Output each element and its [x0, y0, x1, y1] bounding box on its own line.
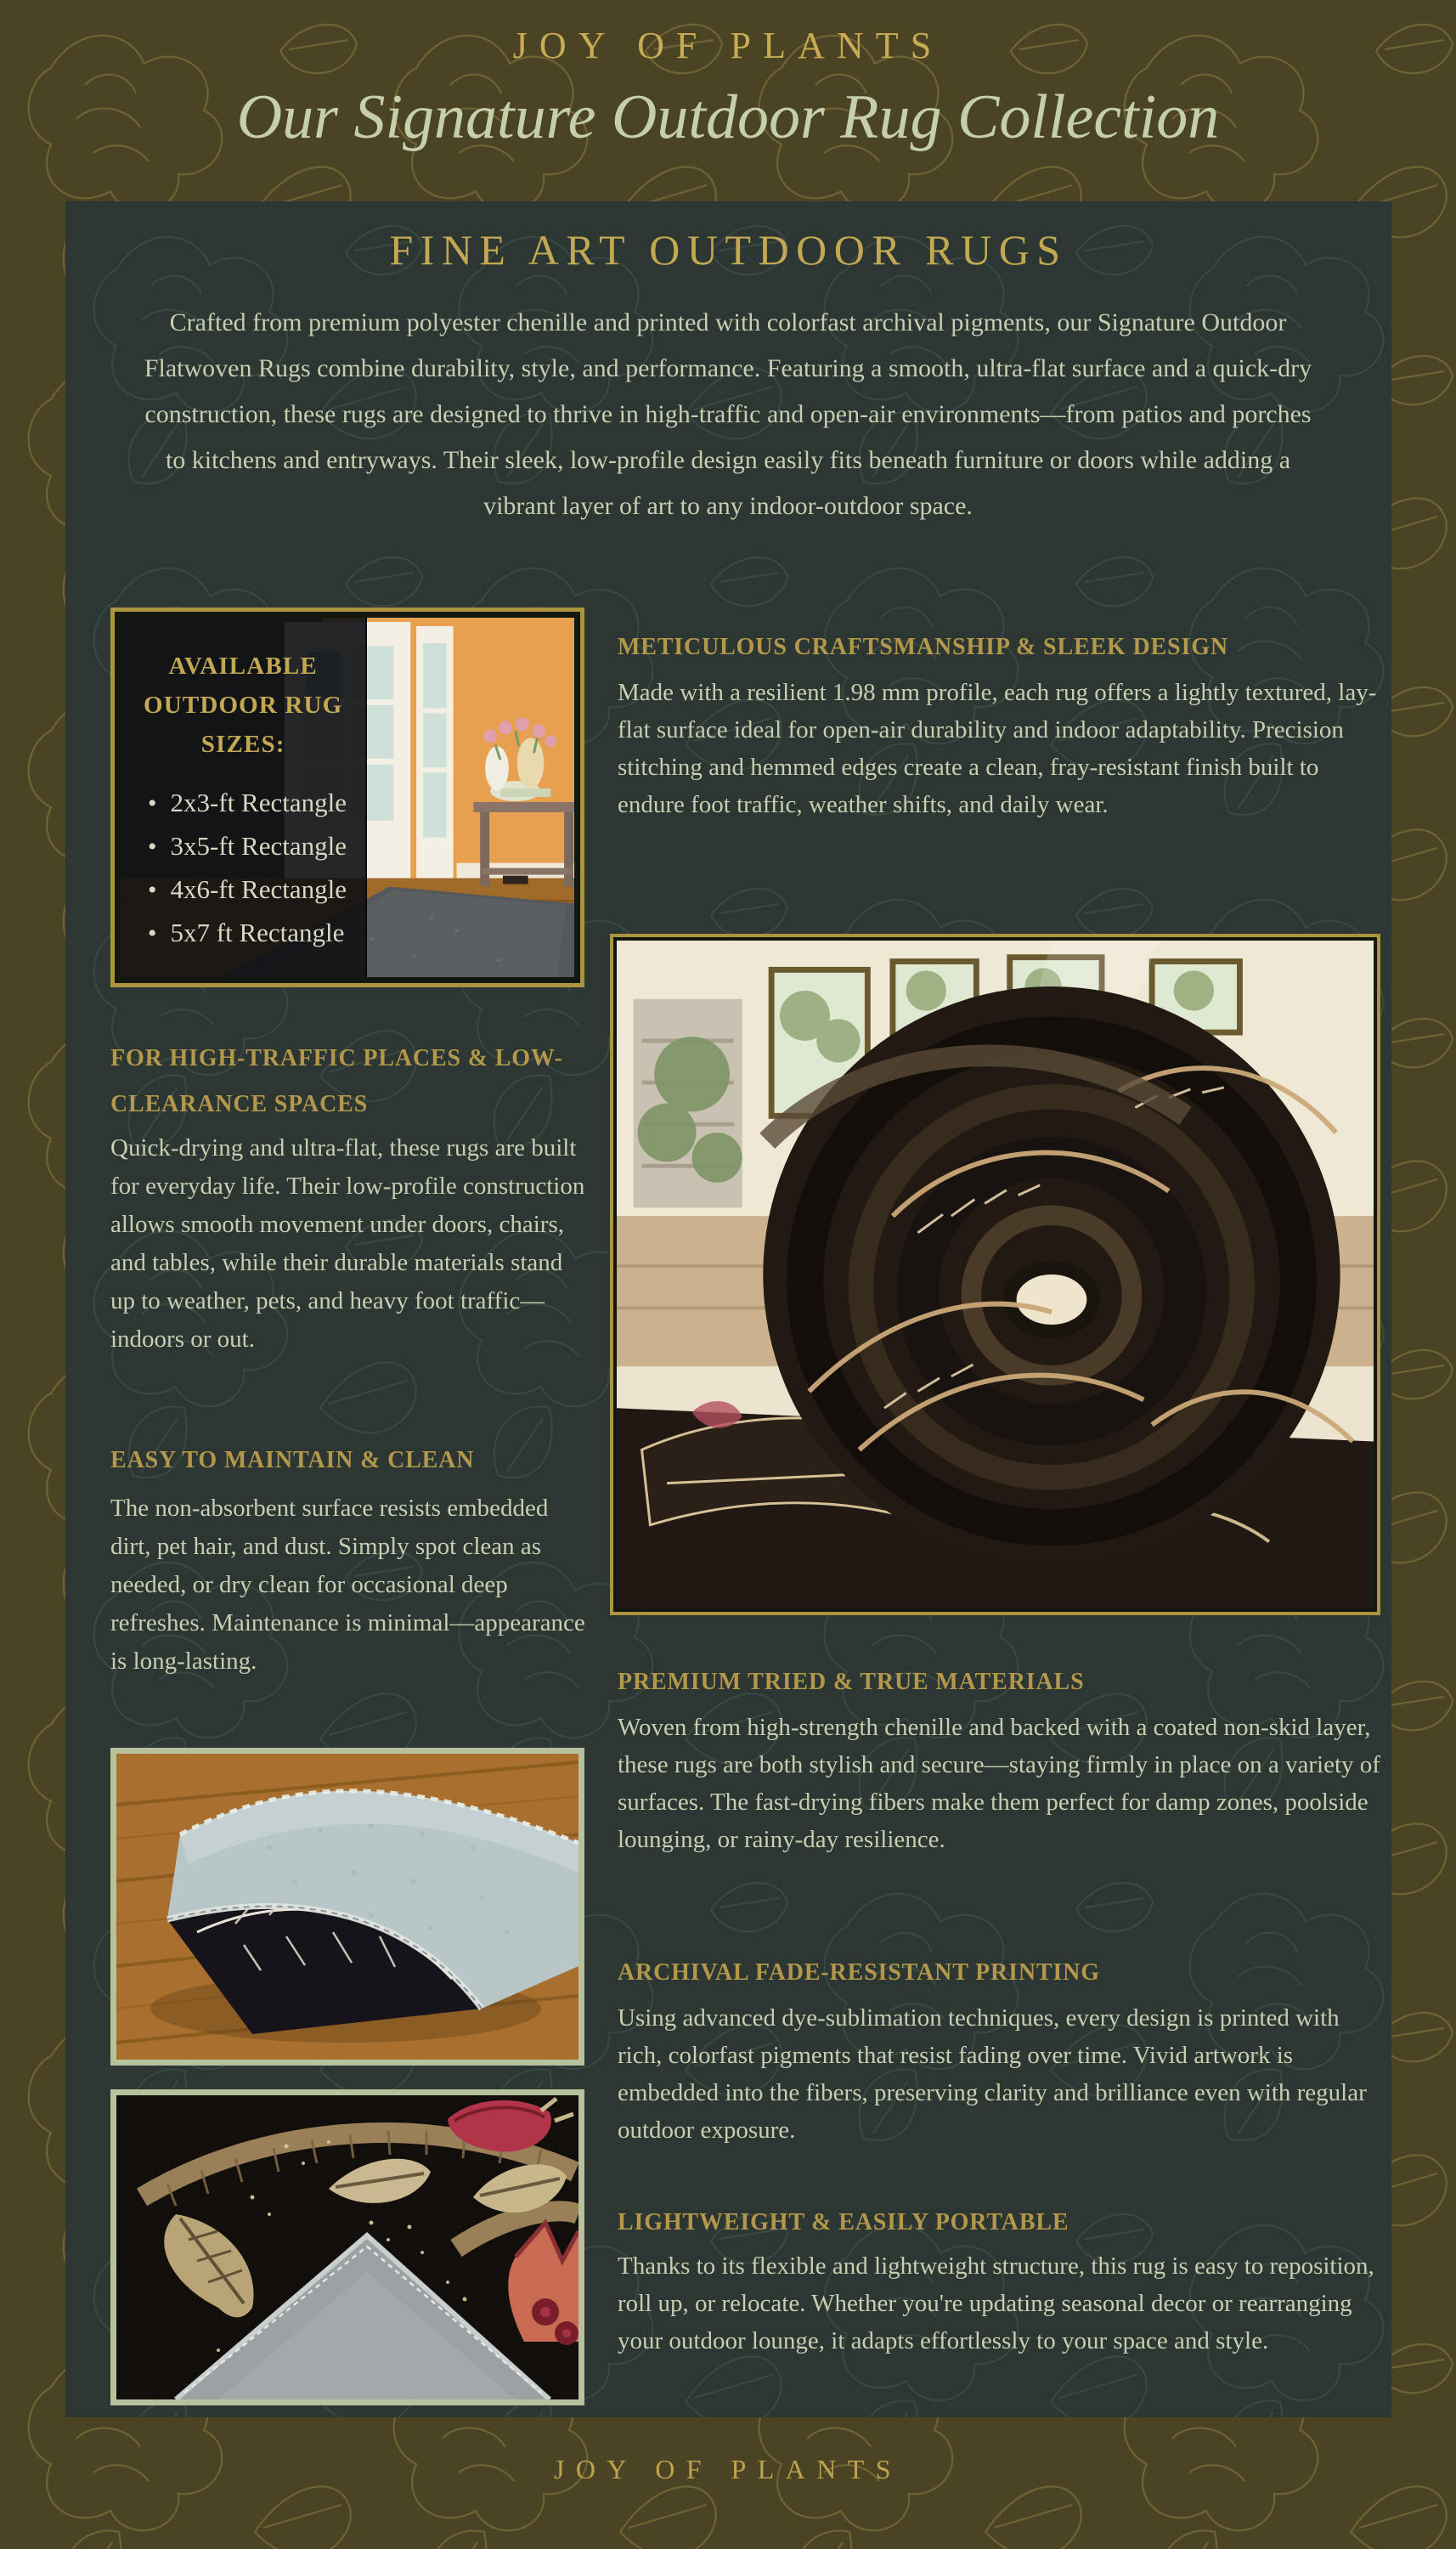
section-heading-craftsmanship: METICULOUS CRAFTSMANSHIP & SLEEK DESIGN: [618, 634, 1228, 660]
size-item: [148, 831, 365, 862]
brand-subtitle-script: Our Signature Outdoor Rug Collection: [236, 82, 1220, 152]
rolled-rug-photo-card: [610, 934, 1380, 1615]
rug-backing-photo-card: [110, 1748, 584, 2066]
size-label: 4x6-ft Rectangle: [170, 874, 347, 904]
sizes-heading: AVAILABLE OUTDOOR RUG SIZES:: [144, 653, 343, 758]
section-body-craftsmanship: Made with a resilient 1.98 mm profile, each rug offers a lightly textured, lay-flat surface ideal for open-air durability and indoor adaptability. Precision stitching and hemmed edges create a clean, fray-resistant finish built to endure foot traffic, weather shifts, and daily wear.: [618, 679, 1377, 818]
section-body-materials: Woven from high-strength chenille and backed with a coated non-skid layer, these rugs are both stylish and secure—staying firmly in place on a variety of surfaces. The fast-drying fibers make them perfect for damp zones, poolside lounging, or rainy-day resilience.: [618, 1714, 1380, 1853]
section-body-high-traffic: Quick-drying and ultra-flat, these rugs are built for everyday life. Their low-profile construction allows smooth movement under doors, chairs, and tables, while their durable materials stand up to weather, pets, and heavy foot traffic—indoors or out.: [110, 1134, 585, 1353]
section-heading-portable: LIGHTWEIGHT & EASILY PORTABLE: [618, 2209, 1069, 2235]
entryway-gray-rug-photo: [121, 618, 574, 977]
size-item: [148, 874, 365, 905]
section-heading-high-traffic: FOR HIGH-TRAFFIC PLACES & LOW-CLEARANCE SPACES: [110, 1045, 563, 1117]
rolled-rug-closeup-photo: [617, 941, 1374, 1608]
botanical-rug-gray-corner-photo: [116, 2095, 578, 2399]
size-item: [148, 918, 365, 948]
rug-backing-illustration: [116, 1754, 578, 2060]
bullet-icon: •: [148, 919, 157, 947]
page-title: FINE ART OUTDOOR RUGS: [389, 226, 1068, 274]
botanical-rug-illustration: [116, 2095, 578, 2399]
available-sizes-card: [110, 608, 584, 987]
sizes-overlay: [121, 618, 367, 977]
footer-brand: JOY OF PLANTS: [553, 2454, 903, 2484]
bullet-icon: •: [148, 789, 157, 817]
size-label: 5x7 ft Rectangle: [170, 918, 345, 947]
size-label: 2x3-ft Rectangle: [170, 788, 347, 817]
bullet-icon: •: [148, 876, 157, 904]
size-item: [148, 788, 365, 818]
bullet-icon: •: [148, 833, 157, 861]
intro-paragraph: Crafted from premium polyester chenille and printed with colorfast archival pigments, our Signature Outdoor Flatwoven Rugs combine durability, style, and performance. Featuring a smooth, ultra-flat surface and a quick-dry construction, these rugs are designed to thrive in high-traffic and open-air environments—from patios and porches to kitchens and entryways. Their sleek, low-profile design easily fits beneath furniture or doors while adding a vibrant layer of art to any indoor-outdoor space.: [144, 308, 1312, 520]
section-heading-materials: PREMIUM TRIED & TRUE MATERIALS: [618, 1669, 1085, 1695]
brand-header: JOY OF PLANTS: [512, 25, 944, 66]
content-panel: [65, 201, 1391, 2417]
size-label: 3x5-ft Rectangle: [170, 831, 347, 861]
section-body-easy-maintain: The non-absorbent surface resists embedded dirt, pet hair, and dust. Simply spot clean as needed, or dry clean for occasional deep refreshes. Maintenance is minimal—appearance is long-lasting.: [110, 1495, 585, 1675]
rug-art-corner-photo-card: [110, 2089, 584, 2405]
rug-corner-blue-backing-photo: [116, 1754, 578, 2060]
section-heading-easy-maintain: EASY TO MAINTAIN & CLEAN: [110, 1447, 475, 1473]
section-heading-printing: ARCHIVAL FADE-RESISTANT PRINTING: [618, 1959, 1100, 1986]
section-body-portable: Thanks to its flexible and lightweight structure, this rug is easy to reposition, roll up, or relocate. Whether you're updating seasonal decor or rearranging your outdoor lounge, it adapts effortlessly to your space and style.: [618, 2252, 1374, 2354]
section-body-printing: Using advanced dye-sublimation techniques, every design is printed with rich, colorfast pigments that resist fading over time. Vivid artwork is embedded into the fibers, preserving clarity and brilliance even with regular outdoor exposure.: [618, 2004, 1367, 2144]
sizes-list: [121, 788, 365, 948]
rolled-rug-illustration: [617, 941, 1374, 1608]
